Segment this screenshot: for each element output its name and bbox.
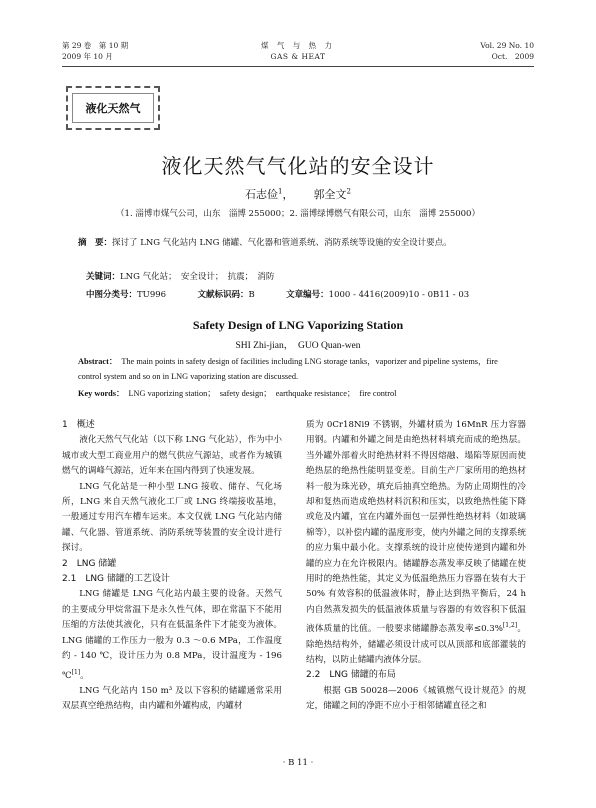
- journal-volume-info-en: [480, 40, 534, 62]
- paragraph: [306, 418, 526, 668]
- author-line: 石志俭$^1$， 郭全文$^2$: [245, 187, 351, 201]
- classification-line: [86, 288, 469, 302]
- paragraph-text: 质为 0Cr18Ni9 不锈钢，外罐材质为 16MnR 压力容器用钢。内罐和外罐之间是由绝热材料填充而成的绝热层。当外罐外部着火时绝热材料不得因熔融、塌陷等原因而使绝热层的绝热性能明显变差。目前生产厂家所用的绝热材料一般为珠光砂，填充后抽真空绝热。为防止周期性的冷却和复热而造成绝热材料沉积和压实，以致绝热性能下降或危及内罐，宜在内罐外面包一层弹性绝热材料（如玻璃棉等），以补偿内罐的温度形变，使内外罐之间的支撑系统的应力集中最小化。支撑系统的设计应使传递到内罐和外罐的应力在允许极限内。储罐静态蒸发率反映了储罐在使用时的绝热性能，其定义为低温绝热压力容器在装有大于 50% 有效容积的低温液体时，静止达到热平衡后，24 h 内自然蒸发损失的低温液体质量与容器的有效容积下低温液体质量的比值。一般要求储罐静态蒸发率≤0.3%: [306, 420, 526, 635]
- paragraph: 液化天然气气化站（以下称 LNG 气化站），作为中小城市或大型工商业用户的燃气供应气源站，或者作为城镇燃气的调峰气源站，近年来在国内得到了快速发展。: [62, 435, 282, 477]
- doc-code: B: [248, 290, 255, 300]
- section-tag: 液化天然气: [72, 93, 154, 123]
- article-title-en: Safety Design of LNG Vaporizing Station: [192, 318, 404, 332]
- article-id: 1000 - 4416(2009)10 - 0B11 - 03: [328, 290, 470, 300]
- citation-ref: [1,2]: [502, 622, 518, 630]
- paragraph-text-end: 。除绝热结构外，储罐必须设计成可以从顶部和底部灌装的结构，以防止储罐内液体分层。: [306, 624, 526, 665]
- author-mark: 2: [346, 187, 351, 196]
- section-tag-frame: [66, 86, 160, 130]
- abstract-en-label: Abstract：: [78, 357, 114, 366]
- article-title: 液化天然气气化站的安全设计: [161, 154, 435, 178]
- section-heading-tank: 2 LNG 储罐: [62, 558, 117, 569]
- keywords-en-label: Key words：: [78, 389, 121, 398]
- page-number: · B 11 ·: [282, 758, 314, 768]
- doc-code-label: 文献标识码：: [197, 290, 249, 300]
- paragraph: [62, 587, 282, 683]
- author-line-en: SHI Zhi-jian， GUO Quan-wen: [235, 341, 361, 351]
- author-mark: 1: [278, 187, 283, 196]
- volume-issue: 第 29 卷 第 10 期: [62, 41, 129, 50]
- paragraph-text-end: 。: [80, 670, 89, 681]
- abstract-en: [78, 354, 518, 384]
- abstract-cn: [78, 236, 518, 251]
- article-id-label: 文章编号：: [286, 290, 329, 300]
- keywords-cn: [86, 270, 274, 284]
- subsection-heading-process: 2.1 LNG 储罐的工艺设计: [62, 574, 170, 585]
- keywords-en-text: LNG vaporizing station； safety design； earthquake resistance； fire control: [128, 389, 397, 398]
- paragraph: LNG 气化站是一种小型 LNG 接收、储存、气化场所，LNG 来自天然气液化工厂或 LNG 终端接收基地，一般通过专用汽车槽车运来。本文仅就 LNG 气化站内储罐、气化器、管道系统、消防系统等装置的安全设计进行探讨。: [62, 481, 282, 554]
- paragraph-text: LNG 储罐是 LNG 气化站内最主要的设备。天然气的主要成分甲烷常温下是永久性气体，即在常温下不能用压缩的方法使其液化，只有在低温条件下才能变为液体。LNG 储罐的工作压力一般为 0.3 ～0.6 MPa，工作温度约 - 140 ℃，设计压力为 0.8 MPa，设计温度为 - 196 ℃: [62, 589, 282, 681]
- citation-ref: [1]: [71, 668, 81, 676]
- paragraph: LNG 气化站内 150 m³ 及以下容积的储罐通常采用双层真空绝热结构，由内罐和外罐构成，内罐材: [62, 685, 282, 712]
- body-column-right: [306, 418, 526, 715]
- paragraph: 根据 GB 50028—2006《城镇燃气设计规范》的规定，储罐之间的净距不应小于相邻储罐直径之和: [306, 685, 526, 712]
- issue-date-en: Oct. 2009: [491, 52, 534, 61]
- abstract-cn-label: 摘 要：: [78, 238, 113, 248]
- keywords-en: [78, 386, 518, 401]
- volume-issue-en: Vol. 29 No. 10: [480, 41, 534, 50]
- journal-name-en: GAS & HEAT: [270, 52, 326, 61]
- body-column-left: [62, 418, 282, 715]
- journal-name-cn: 煤 气 与 热 力: [260, 41, 336, 50]
- clc-code: TU996: [137, 290, 167, 300]
- keywords-cn-text: LNG 气化站； 安全设计； 抗震； 消防: [120, 272, 275, 282]
- affiliation: （1. 淄博市煤气公司，山东 淄博 255000；2. 淄博绿博燃气有限公司，山东 淄博 255000）: [116, 209, 480, 219]
- clc-label: 中图分类号：: [86, 290, 138, 300]
- issue-date: 2009 年 10 月: [62, 52, 113, 61]
- author-name: 石志俭: [245, 188, 279, 201]
- abstract-en-text: The main points in safety design of facilities including LNG storage tanks，vaporizer and pipeline systems，fire control system and so on in LNG vaporizing station are discussed.: [78, 357, 498, 381]
- header-rule: [62, 66, 534, 67]
- abstract-cn-text: 探讨了 LNG 气化站内 LNG 储罐、气化器和管道系统、消防系统等设施的安全设计要点。: [112, 238, 452, 248]
- keywords-cn-label: 关键词：: [86, 272, 121, 282]
- author-name: 郭全文: [313, 188, 347, 201]
- section-heading-overview: 1 概述: [62, 420, 95, 430]
- subsection-heading-layout: 2.2 LNG 储罐的布局: [306, 670, 396, 681]
